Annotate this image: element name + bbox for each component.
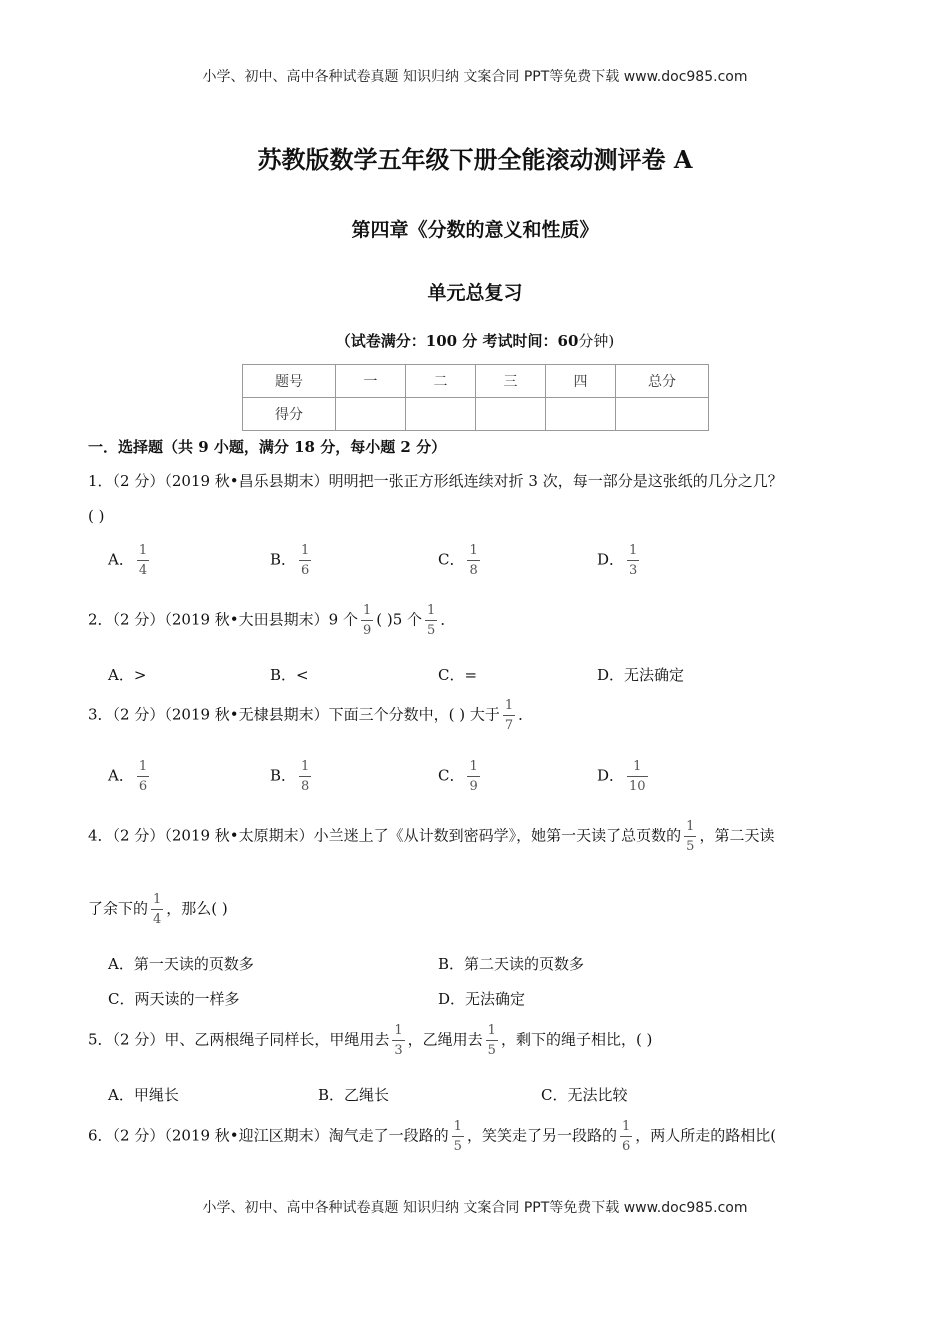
q3-option-a: A． $\frac{1}{6}$ xyxy=(108,759,148,794)
page-footer: 小学、初中、高中各种试卷真题 知识归纳 文案合同 PPT等免费下载 www.doc985.com xyxy=(202,1200,748,1216)
q4-option-b: B．第二天读的页数多 xyxy=(438,955,585,973)
q3-option-c: C． $\frac{1}{9}$ xyxy=(438,759,478,794)
q4-option-d: D．无法确定 xyxy=(438,990,526,1008)
exam-meta xyxy=(0,330,950,351)
q3-option-d: D． $\frac{1}{10}$ xyxy=(597,759,646,794)
q5-option-c: C．无法比较 xyxy=(541,1086,628,1104)
q1-option-b: B． $\frac{1}{6}$ xyxy=(270,543,310,578)
q4-option-a: A．第一天读的页数多 xyxy=(108,955,254,973)
question-1-text: 1．（2 分）（2019 秋•昌乐县期末）明明把一张正方形纸连续对折 3 次，每一部分是这张纸的几分之几？ xyxy=(88,472,783,490)
score-table-score-row xyxy=(243,398,709,431)
chapter-title: 第四章《分数的意义和性质》 xyxy=(351,219,599,241)
question-1-blank: ( ) xyxy=(88,507,105,525)
q2-option-a: A．> xyxy=(108,666,147,684)
page-header: 小学、初中、高中各种试卷真题 知识归纳 文案合同 PPT等免费下载 www.doc985.com xyxy=(202,69,748,85)
exam-meta-unit: 分钟) xyxy=(578,332,615,350)
q1-option-a: A． $\frac{1}{4}$ xyxy=(108,543,148,578)
q1-option-d: D． $\frac{1}{3}$ xyxy=(597,543,638,578)
exam-title: 苏教版数学五年级下册全能滚动测评卷 A xyxy=(257,145,693,174)
exam-meta-main: （试卷满分：100 分 考试时间：60 xyxy=(335,332,579,350)
question-4-line1: 4．（2 分）（2019 秋•太原期末）小兰迷上了《从计数到密码学》，她第一天读了总页数的 $\frac{1}{5}$ ，第二天读 xyxy=(88,819,775,854)
question-3: 3．（2 分）（2019 秋•无棣县期末）下面三个分数中，( ) 大于 $\frac{1}{7}$ ． xyxy=(88,698,534,733)
score-cell xyxy=(616,398,709,431)
score-cell xyxy=(546,398,616,431)
q3-option-b: B． $\frac{1}{8}$ xyxy=(270,759,310,794)
q5-option-b: B．乙绳长 xyxy=(318,1086,390,1104)
question-4-line2: 了余下的 $\frac{1}{4}$ ，那么( ) xyxy=(88,892,228,927)
score-header-cell: 一 xyxy=(336,365,406,398)
question-6: 6．（2 分）（2019 秋•迎江区期末）淘气走了一段路的 $\frac{1}{5}$ ，笑笑走了另一段路的 $\frac{1}{6}$ ，两人所走的路相比( xyxy=(88,1119,777,1154)
q2-option-b: B．< xyxy=(270,666,309,684)
q5-option-a: A．甲绳长 xyxy=(108,1086,179,1104)
section-heading: 一．选择题（共 9 小题，满分 18 分，每小题 2 分） xyxy=(88,438,447,456)
question-5: 5．（2 分）甲、乙两根绳子同样长，甲绳用去 $\frac{1}{3}$ ，乙绳用去 $\frac{1}{5}$ ，剩下的绳子相比，( ) xyxy=(88,1023,653,1058)
score-table-header-row xyxy=(243,365,709,398)
q4-option-c: C．两天读的一样多 xyxy=(108,990,240,1008)
score-cell xyxy=(476,398,546,431)
question-2: 2．（2 分）（2019 秋•大田县期末）9 个 $\frac{1}{9}$ ( )5 个 $\frac{1}{5}$ ． xyxy=(88,603,456,638)
q2-option-d: D．无法确定 xyxy=(597,666,685,684)
score-header-cell: 四 xyxy=(546,365,616,398)
score-row-label: 得分 xyxy=(243,398,336,431)
score-header-cell: 三 xyxy=(476,365,546,398)
score-header-cell: 二 xyxy=(406,365,476,398)
score-cell xyxy=(406,398,476,431)
unit-subtitle: 单元总复习 xyxy=(427,282,523,304)
score-cell xyxy=(336,398,406,431)
q2-option-c: C．= xyxy=(438,666,478,684)
q1-option-c: C． $\frac{1}{8}$ xyxy=(438,543,478,578)
score-table xyxy=(242,364,709,431)
score-header-cell: 总分 xyxy=(616,365,709,398)
score-header-cell: 题号 xyxy=(243,365,336,398)
